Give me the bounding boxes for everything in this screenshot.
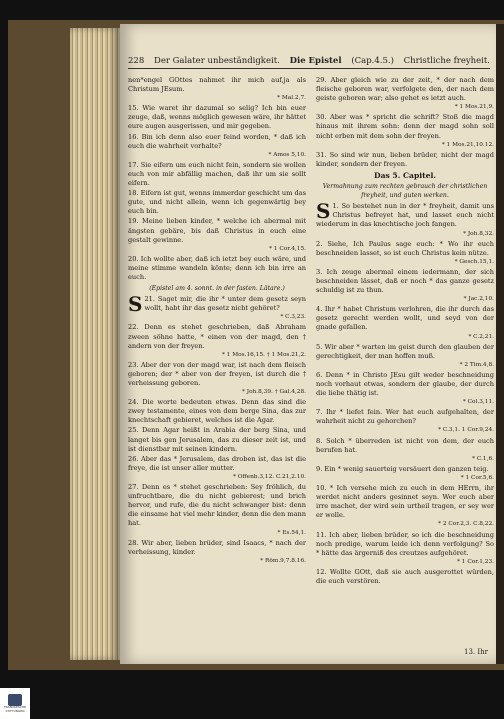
verse-text: 12. Wollte GOtt, daß sie auch ausgerottet würden, die euch verstören. xyxy=(316,567,494,585)
drop-cap: S xyxy=(316,199,331,224)
verse-text: 4. Ihr * habet Christum verlohren, die ihr durch das gesetz gerecht werden wollt, und seyd von der gnade gefallen. xyxy=(316,305,494,332)
verse xyxy=(128,539,306,566)
verse xyxy=(316,371,494,407)
verse xyxy=(316,240,494,267)
page-edges xyxy=(70,28,120,660)
chapter-heading: Das 5. Capitel. xyxy=(373,170,437,180)
drop-cap: S xyxy=(128,292,143,317)
verse-text: 18. Eifern ist gut, wenns immerdar geschicht um das gute, und nicht allein, wenn ich gegenwärtig bey euch bin. xyxy=(128,189,306,216)
verse-text: 30. Aber was * spricht die schrift? Stoß die magd hinaus mit ihrem sohn: denn der magd sohn soll nicht erben mit dem sohn der freyen. xyxy=(316,113,494,140)
verse-text: 11. Ich aber, lieben brüder, so ich die beschneidung noch predige, warum leide ich denn verfolgung? So * hätte das ärgerniß des creutzes aufgehöret. xyxy=(316,530,494,557)
verse-text: 31. So sind wir nun, lieben brüder, nicht der magd kinder, sondern der freyen. xyxy=(316,150,494,168)
verse xyxy=(316,531,494,567)
verse-text: 23. Aber der von der magd war, ist nach dem fleisch geboren; der * aber von der freyen, ist durch die † verheissung geboren. xyxy=(128,360,306,387)
verse-text: 29. Aber gleich wie zu der zeit, * der nach dem fleische geboren war, verfolgete den, der nach dem geiste geboren war; also gehet es ietzt auch. xyxy=(316,76,494,103)
verse xyxy=(128,255,306,282)
right-text-column xyxy=(316,76,494,587)
verse-text: 22. Denn es stehet geschrieben, daß Abraham zween söhne hatte, * einen von der magd, den † andern von der freyen. xyxy=(128,323,306,350)
cross-reference: * Offenb.3,12. C.21,2.10. xyxy=(233,473,306,480)
verse-text: 27. Denn es * stehet geschrieben: Sey fröhlich, du unfruchtbare, die du nicht gebierest; und brich hervor, und rufe, die du nicht schwanger bist: denn die einsame hat viel mehr kinder, denn die den mann hat. xyxy=(128,483,306,528)
verse-text: 9. Ein * wenig sauerteig versäuert den ganzen teig. xyxy=(316,464,489,473)
cross-reference: * 1 Cor.4,15. xyxy=(269,245,306,252)
verse-text: 24. Die worte bedeuten etwas. Denn das sind die zwey testamente, eines von dem berge Sina, das zur knechtschaft gebieret, welches ist die Agar. xyxy=(128,398,306,425)
verse xyxy=(128,361,306,397)
verse xyxy=(316,305,494,341)
running-header xyxy=(128,56,490,69)
header-left-title: Der Galater unbeständigkeit. xyxy=(154,56,280,66)
page-number: 228 xyxy=(128,56,145,66)
verse xyxy=(128,133,306,160)
cross-reference: * Amos 5,10. xyxy=(268,151,306,158)
header-right-title: Christliche freyheit. xyxy=(403,56,490,66)
verse-text: 10. * Ich versehe mich zu euch in dem HErrn, ihr werdet nicht anders gesinnet seyn. Wer euch aber irre machet, der wird sein urtheil tragen, er sey wer er wolle. xyxy=(316,484,494,520)
verse-text: 16. Bin ich denn also euer feind worden, * daß ich euch die wahrheit vorhalte? xyxy=(128,132,306,150)
verse-text: 3. Ich zeuge abermal einem iedermann, der sich beschneiden lässet, daß er noch * das ganze gesetz schuldig ist zu thun. xyxy=(316,267,494,295)
cross-reference: * Gesch.15,1. xyxy=(454,258,494,265)
verse xyxy=(316,408,494,435)
verse xyxy=(316,437,494,464)
verse xyxy=(316,465,494,483)
verse xyxy=(316,343,494,370)
cross-reference: * 1 Mos.16,15. † 1 Mos.21,2. xyxy=(221,351,306,358)
verse-text: nen*engel GOttes nahmet ihr mich auf,ja als Christum JEsum. xyxy=(128,76,306,94)
verse-text: 6. Denn * in Christo JEsu gilt weder beschneidung noch vorhaut etwas, sondern der glaube, der durch die liebe thätig ist. xyxy=(316,370,494,398)
book-page xyxy=(120,24,496,664)
verse xyxy=(316,113,494,149)
verse xyxy=(128,104,306,131)
verse-text: 17. Sie eifern um euch nicht fein, sondern sie wollen euch von mir abfällig machen, daß ihr um sie sollt eifern. xyxy=(128,160,306,188)
cross-reference: * Joh.8,39. † Gal.4,28. xyxy=(242,389,306,396)
verse xyxy=(316,76,494,112)
verse-text: 7. Ihr * liefet fein. Wer hat euch aufgehalten, der wahrheit nicht zu gehorchen? xyxy=(316,408,494,426)
section-subtitle: (Epistel am 4. sonnt. in der fasten. Lätare.) xyxy=(149,285,285,293)
cross-reference: * 2 Tim.4,8. xyxy=(459,361,494,368)
verse xyxy=(128,455,306,482)
verse xyxy=(128,161,306,188)
header-chapter-ref: (Cap.4.5.) xyxy=(351,56,394,66)
verse xyxy=(316,568,494,586)
verse xyxy=(128,323,306,359)
catchword: 13. Ihr xyxy=(464,648,488,656)
library-logo-text-2: STIFTUNGEN xyxy=(5,708,25,713)
verse-text: 8. Solch * überreden ist nicht von dem, der euch berufen hat. xyxy=(316,436,494,454)
cross-reference: * 2 Cor.2,3. C.8,22. xyxy=(438,521,494,528)
header-center-title: Die Epistel xyxy=(289,56,342,66)
cross-reference: * Mal.2,7. xyxy=(277,95,306,102)
cross-reference: * 1 Cor.5,6. xyxy=(460,474,494,481)
verse xyxy=(128,292,306,322)
verse-text: 28. Wir aber, lieben brüder, sind Isaacs, * nach der verheissung, kinder. xyxy=(128,538,306,556)
cross-reference: * Col.3,11. xyxy=(462,399,494,406)
verse xyxy=(128,217,306,253)
verse-text: 21. Saget mir, die ihr * unter dem gesetz seyn wollt, habt ihr das gesetz nicht gehöret? xyxy=(144,295,306,313)
cross-reference: * Joh.8,32. xyxy=(463,230,494,237)
verse xyxy=(316,484,494,529)
cross-reference: * Jac.2,10. xyxy=(463,296,494,303)
library-logo-text-1: FRANCKESCHE xyxy=(3,705,27,709)
verse xyxy=(128,189,306,216)
cross-reference: * C.3,23. xyxy=(280,314,306,321)
verse xyxy=(128,426,306,453)
verse xyxy=(128,76,306,103)
verse xyxy=(128,483,306,538)
verse-text: 5. Wir aber * warten im geist durch den glauben der gerechtigkeit, der man hoffen muß. xyxy=(316,342,494,360)
verse-text: 19. Meine lieben kinder, * welche ich abermal mit ängsten gebäre, bis daß Christus in euch eine gestalt gewinne. xyxy=(128,217,306,244)
cross-reference: * 1 Mos.21,10.12. xyxy=(441,141,494,148)
library-logo xyxy=(0,688,30,719)
verse xyxy=(316,151,494,169)
verse-text: 15. Wie waret ihr dazumal so selig? Ich bin euer zeuge, daß, wenns möglich gewesen wäre, ihr hättet eure augen ausgerissen, und mir gegeben. xyxy=(128,104,306,131)
section-subtitle: Vermahnung zum rechten gebrauch der christlichen freyheit, und guten werken. xyxy=(322,183,488,200)
verse xyxy=(316,199,494,238)
cross-reference: * Röm.9,7.8.16. xyxy=(260,557,306,564)
cross-reference: * C.1,6. xyxy=(472,455,494,462)
verse xyxy=(316,268,494,304)
cross-reference: * C.3,1. 1 Cor.9,24. xyxy=(438,427,494,434)
verse-text: 25. Denn Agar heißt in Arabia der berg Sina, und langet bis gen Jerusalem, das zu dieser zeit ist, und ist dienstbar mit seinen kindern. xyxy=(128,426,306,453)
cross-reference: * 1 Cor.1,23. xyxy=(457,558,494,565)
verse-text: 20. Ich wollte aber, daß ich ietzt bey euch wäre, und meine stimme wandeln könte; denn ich bin irre an euch. xyxy=(128,254,306,281)
verse-text: 2. Siehe, Ich Paulus sage euch: * Wo ihr euch beschneiden lasset, so ist euch Christus kein nütze. xyxy=(316,239,494,257)
cross-reference: * 1 Mos.21,9. xyxy=(454,104,494,111)
verse xyxy=(128,398,306,425)
verse-text: 1. So bestehet nun in der * freyheit, damit uns Christus befreyet hat, und lasset euch nicht wiederum in das knechtische joch fangen. xyxy=(316,202,494,229)
left-text-column xyxy=(128,76,306,567)
verse-text: 26. Aber das * Jerusalem, das droben ist, das ist die freye, die ist unser aller mutter. xyxy=(128,454,306,472)
cross-reference: * Es.54,1. xyxy=(277,529,306,536)
cross-reference: * C.2,21. xyxy=(468,333,494,340)
